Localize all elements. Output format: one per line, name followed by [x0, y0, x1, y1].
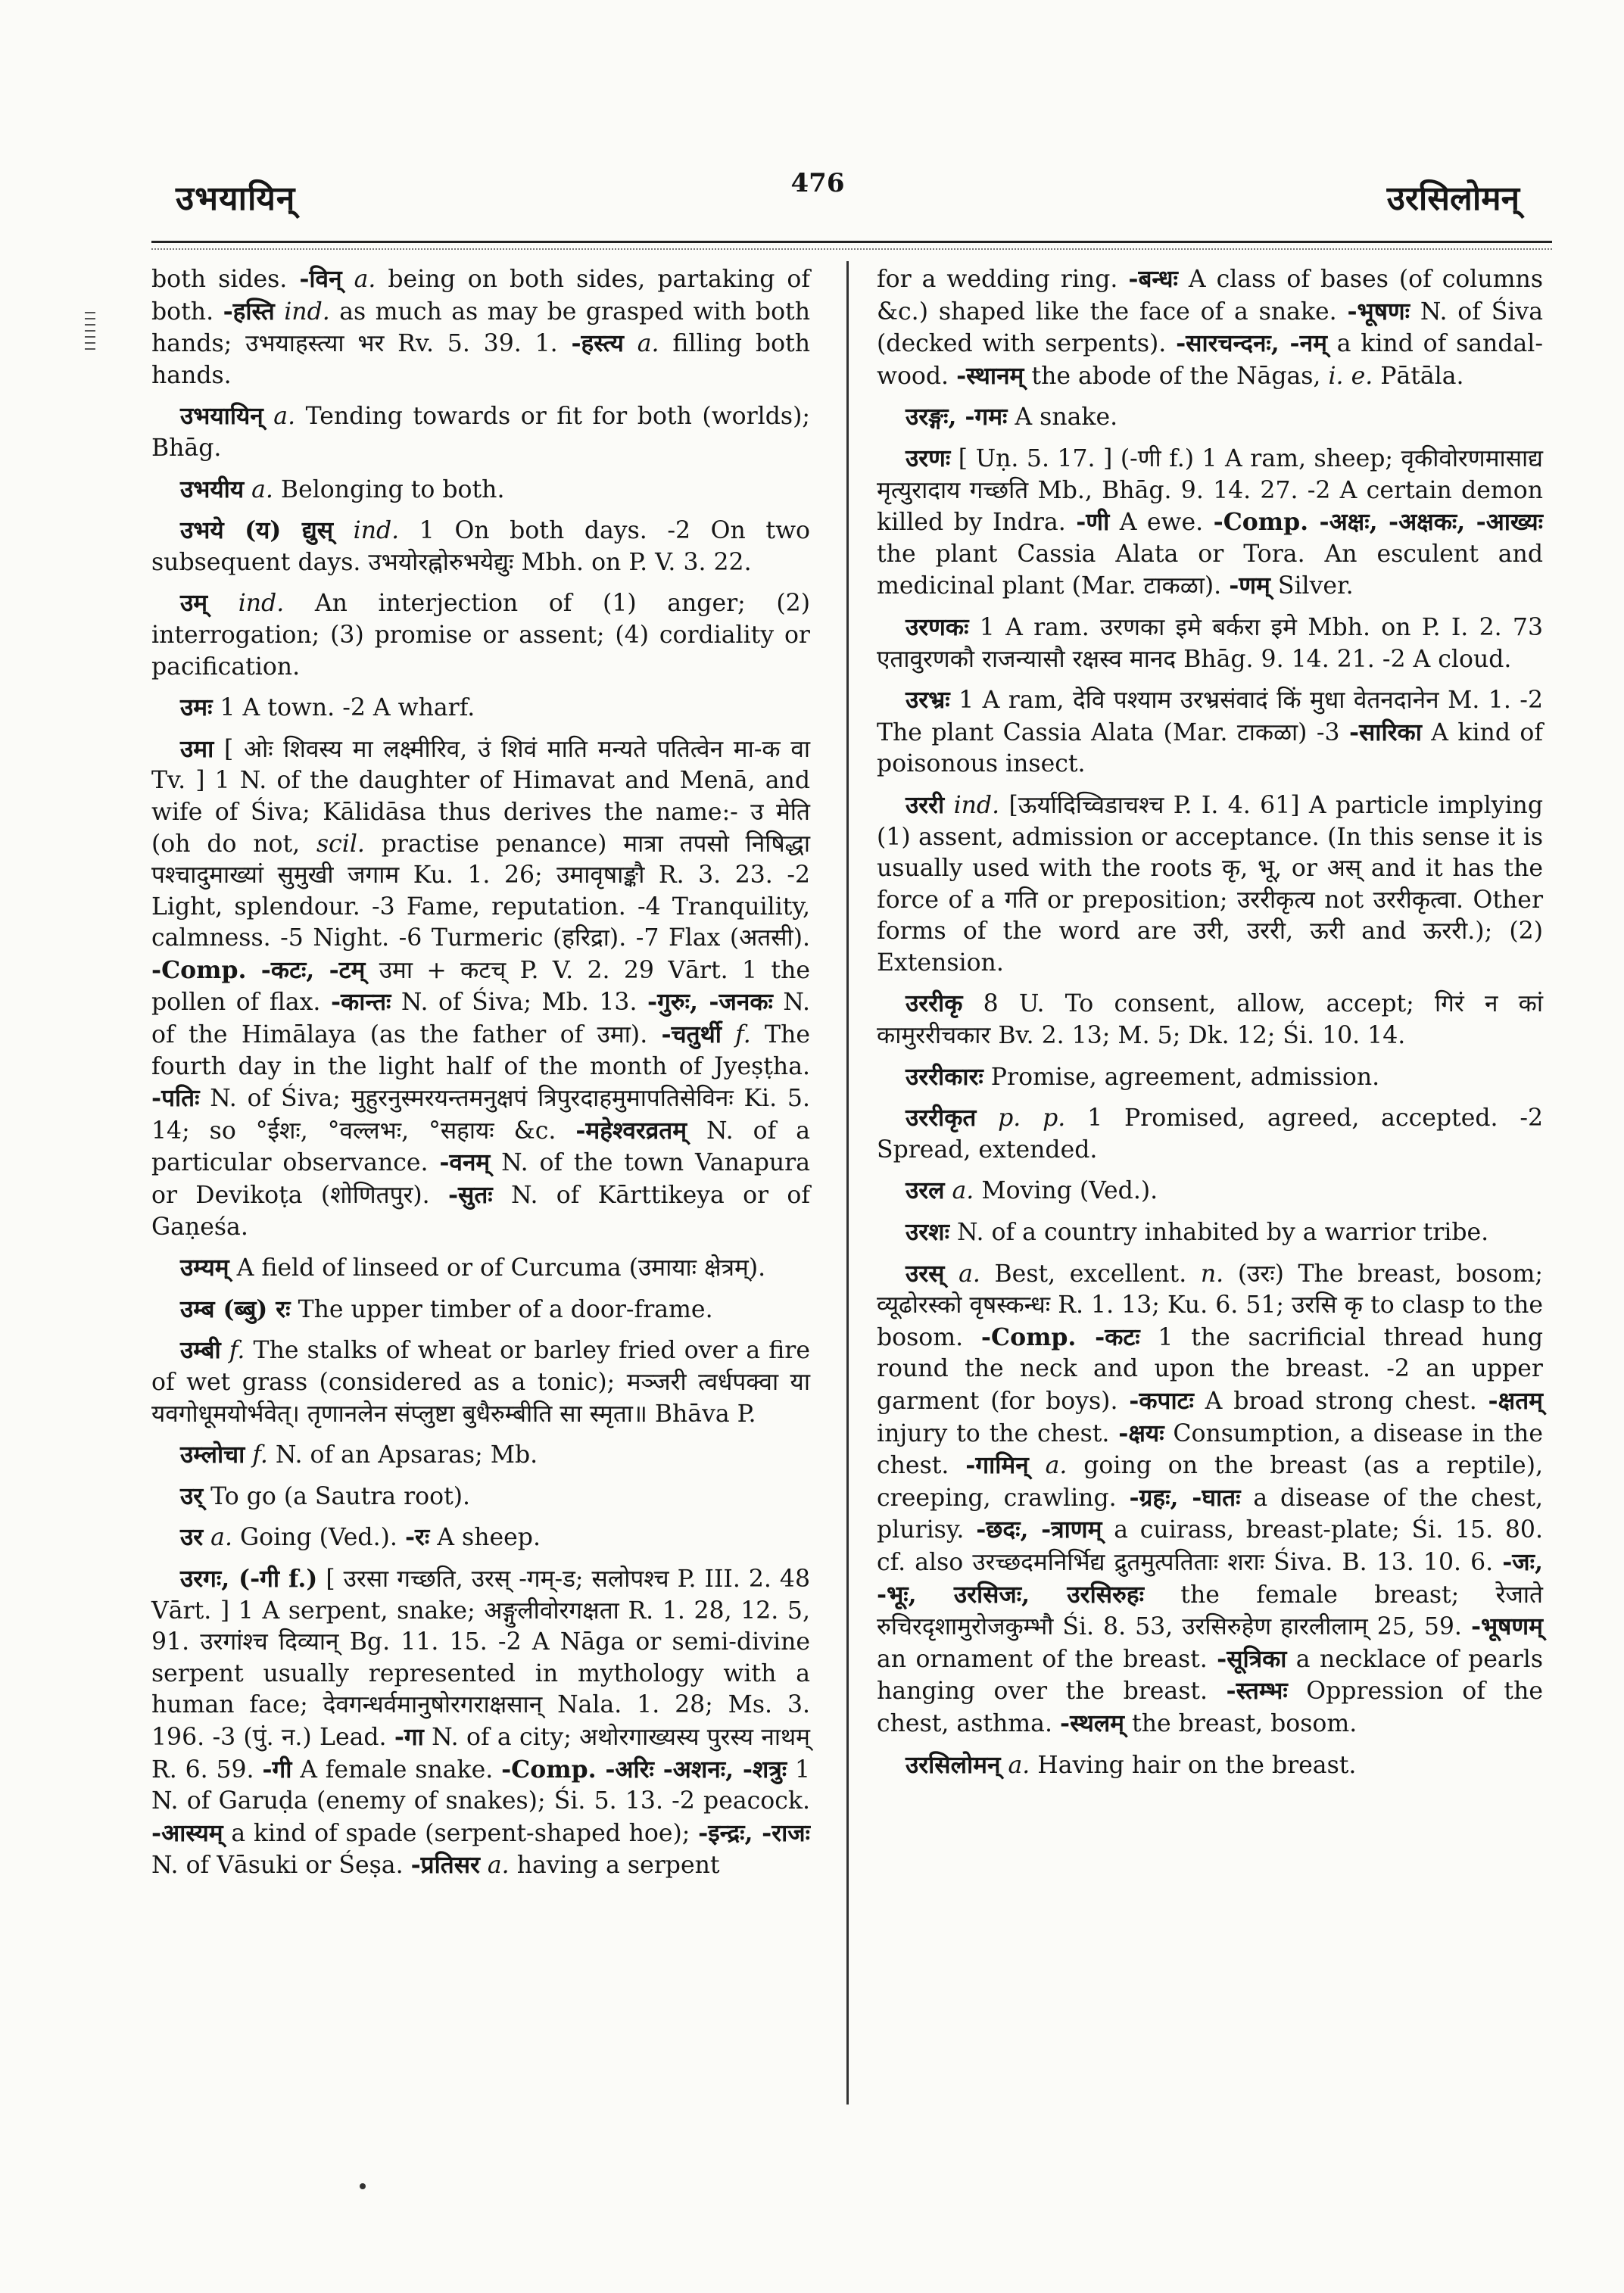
headword: उर् [180, 1481, 204, 1510]
sub-entry: -गुरुः, -जनकः [647, 988, 773, 1017]
dictionary-entry [151, 734, 810, 1244]
definition-text: A female snake. [291, 1756, 502, 1784]
definition-text: (उरः) The breast, bosom; व्यूढोरस्को वृषस्कन्धः R. 1. 13; Ku. 6. 51; उरसि कृ to clasp to the bosom. [877, 1260, 1543, 1351]
grammar-label: i. e. [1328, 362, 1373, 390]
definition-text: the plant Cassia Alata or Tora. An esculent and medicinal plant (Mar. टाकळा). [877, 540, 1543, 600]
headword: उरल [906, 1176, 945, 1205]
dictionary-entry [151, 1522, 810, 1554]
headword: उरणः [906, 444, 951, 472]
headword: उररीकृ [906, 989, 963, 1018]
definition-text: N. of Kārttikeya or of Gaṇeśa. [151, 1182, 811, 1241]
headword: उरङ्गः, -गमः [906, 403, 1008, 431]
definition-text: 1 the sacrificial thread hung round the neck and upon the breast. -2 an upper garment (for boys). [877, 1323, 1543, 1415]
definition-text: a kind of sandal-wood. [877, 330, 1543, 390]
definition-text: being on both sides, partaking of both. [151, 266, 811, 326]
definition-text: Belonging to both. [273, 475, 505, 503]
definition-text: going on the breast (as a reptile), creeping, crawling. [877, 1452, 1544, 1512]
definition-text: as much as may be grasped with both hands; उभयाहस्त्या भर Rv. 5. 39. 1. [151, 298, 810, 358]
sub-entry: -रः [404, 1523, 430, 1552]
sub-entry: -Comp. -अक्षः, -अक्षकः, -आख्यः [1213, 508, 1543, 537]
grammar-label: a. [341, 266, 376, 293]
definition-text: N. of Śiva; मुहुरनुस्मरयन्तमनुक्षपं त्रिपुरदाहमुमापतिसेविनः Ki. 5. 14; so °ईशः, °वल्लभः, °सहायः &c. [151, 1085, 810, 1145]
header-left-guide-word: उभयायिन् [176, 179, 296, 218]
sub-entry: -हस्त्य [571, 329, 624, 358]
definition-text: The upper timber of a door-frame. [290, 1295, 713, 1323]
definition-text: Moving (Ved.). [974, 1177, 1158, 1205]
print-speck [360, 2183, 366, 2189]
header-right-guide-word: उरसिलोमन् [1386, 179, 1520, 218]
sub-entry: -कपाटः [1129, 1387, 1194, 1415]
sub-entry: -विन् [299, 265, 342, 293]
grammar-label: a. [944, 1177, 974, 1205]
definition-text: having a serpent [509, 1852, 720, 1880]
sub-entry: -जः, -भूः, उरसिजः, उरसिरुहः [877, 1547, 1543, 1609]
sub-entry: -बन्धः [1128, 265, 1178, 293]
dictionary-entry [877, 612, 1543, 675]
sub-entry: -छदः, -त्राणम् [976, 1516, 1102, 1544]
headword: उम्यम् [180, 1254, 229, 1282]
definition-text: the breast, bosom. [1124, 1709, 1357, 1737]
headword: उभयायिन् [180, 402, 263, 431]
definition-text: A sheep. [429, 1524, 541, 1552]
margin-tick-marks [85, 312, 95, 354]
definition-text: To go (a Sautra root). [203, 1482, 471, 1510]
definition-text: A kind of poisonous insect. [877, 718, 1543, 778]
definition-text: [ ओः शिवस्य मा लक्ष्मीरिव, उं शिवं माति मन्यते पतित्वेन मा-क वा Tv. ] 1 N. of the daughter of Himavat and Menā, and wife of Śiva; Kālidāsa thus derives the name:- उ मेति (oh do not, [151, 735, 810, 858]
definition-text: A ewe. [1109, 509, 1214, 537]
headword: उर [180, 1523, 204, 1552]
definition-text: an ornament of the breast. [877, 1645, 1217, 1673]
dictionary-entry [151, 1563, 810, 1882]
definition-text: practise penance) मात्रा तपसो निषिद्धा पश्चादुमाख्यां सुमुखी जगाम Ku. 1. 26; उमावृषाङ्कौ R. 3. 23. -2 Light, splendour. -3 Fame, reputation. -4 Tranquility, calmness. -5 Night. -6 Turmeric (हरिद्रा). -7 Flax (अतसी). [151, 830, 810, 952]
definition-text: [ उरसा गच्छति, उरस् -गम्-ड; सलोपश्च P. III. 2. 48 Vārt. ] 1 A serpent, snake; अङ्गुलीवोरगक्षता R. 1. 28, 12. 5, 91. उरगांश्च दिव्यान् Bg. 11. 15. -2 A Nāga or semi-divine serpent usually represented in mythology with a human face; देवगन्धर्वमानुषोरगराक्षसान् Nala. 1. 28; Ms. 3. 196. -3 (पुं. न.) Lead. [151, 1565, 810, 1751]
grammar-label: a. [244, 475, 273, 503]
headword: उररीकारः [906, 1062, 983, 1091]
headword: उररी [906, 790, 945, 819]
dictionary-entry [151, 515, 810, 578]
sub-entry: -हस्ति [223, 297, 275, 326]
headword: उरणकः [906, 612, 969, 641]
grammar-label: scil. [316, 830, 365, 858]
dictionary-entry [151, 1439, 810, 1472]
sub-entry: -भूषणम् [1470, 1612, 1543, 1641]
dictionary-entry [877, 988, 1543, 1051]
definition-text: The stalks of wheat or barley fried over a fire of wet grass (considered as a tonic); मञ्जरी त्वर्धपक्वा या यवगोधूमयोर्भवेत्। तृणानलेन संप्लुष्टा बुधैरुम्बीति सा स्मृता॥ Bhāva P. [151, 1337, 811, 1428]
grammar-label: a. [203, 1524, 232, 1552]
definition-text: Oppression of the chest, asthma. [877, 1678, 1543, 1737]
definition-text: a necklace of pearls hanging over the breast. [877, 1645, 1544, 1706]
dictionary-entry [877, 1102, 1543, 1166]
sub-entry: -इन्द्रः, -राजः [698, 1818, 810, 1847]
page-number: 476 [790, 168, 845, 198]
definition-text: N. of a particular observance. [151, 1117, 810, 1177]
definition-text: A class of bases (of columns &c.) shaped like the face of a snake. [877, 266, 1543, 326]
sub-entry: -चतुर्थी [661, 1020, 722, 1049]
sub-entry: -णी [1076, 508, 1110, 537]
grammar-label: ind. [944, 791, 1000, 819]
definition-text: Promise, agreement, admission. [983, 1063, 1380, 1091]
sub-entry: -सुतः [447, 1181, 493, 1210]
dictionary-entry [151, 1335, 810, 1430]
sub-entry: -Comp. -कटः, -टम् [151, 955, 366, 984]
sub-entry: -गा [394, 1722, 424, 1751]
grammar-label: f. [220, 1337, 245, 1365]
definition-text: 1 On both days. -2 On two subsequent days. उभयोरह्नोरुभयेद्युः Mbh. on P. V. 3. 22. [151, 517, 810, 576]
definition-text: N. of a country inhabited by a warrior tribe. [949, 1219, 1489, 1247]
definition-text: A field of linseed or of Curcuma (उमायाः क्षेत्रम्). [229, 1254, 766, 1282]
headword: उम्ब (ब्बु) रः [180, 1294, 291, 1323]
column-divider [846, 261, 849, 2105]
grammar-label: a. [1000, 1751, 1030, 1779]
sub-entry: -स्थानम् [956, 361, 1024, 390]
definition-text: a cuirass, breast-plate; Śi. 15. 80. cf. also उरच्छदमनिर्भिद्य द्रुतमुत्पतिताः शराः Śiva. B. 13. 10. 6. [877, 1516, 1543, 1576]
sub-entry: -गामिन् [965, 1451, 1029, 1480]
dictionary-entry [151, 1294, 810, 1326]
definition-text: Having hair on the breast. [1030, 1751, 1357, 1779]
sub-entry: -पतिः [151, 1084, 200, 1113]
definition-text: N. of the Himālaya (as the father of उमा). [151, 989, 810, 1049]
dictionary-entry [151, 1252, 810, 1285]
definition-text: A snake. [1007, 403, 1118, 431]
sub-entry: -Comp. -कटः [980, 1323, 1140, 1351]
right-column [877, 263, 1543, 1790]
sub-entry: -सूत्रिका [1217, 1644, 1287, 1673]
definition-text: N. of Śiva; Mb. 13. [391, 989, 647, 1017]
left-column [151, 263, 810, 1891]
dictionary-entry [877, 1061, 1543, 1094]
definition-text: 1 A town. -2 A wharf. [212, 694, 475, 722]
headword: उरस् [906, 1259, 945, 1288]
sub-entry: -स्थलम् [1060, 1709, 1125, 1737]
sub-entry: -वनम् [439, 1148, 491, 1177]
dictionary-entry [877, 1217, 1543, 1249]
header-rule [151, 241, 1552, 243]
dictionary-entry [151, 692, 810, 724]
header-dotted-rule [151, 248, 1552, 250]
definition-text: the female breast; रेजाते रुचिरदृशामुरोजकुम्भौ Śi. 8. 53, उरसिरुहेण हारलीलाम् 25, 59. [877, 1581, 1543, 1641]
headword: उम् [180, 589, 208, 618]
headword: उभये (य) द्युस् [180, 516, 334, 545]
grammar-label: a. [263, 403, 296, 431]
headword: उमा [180, 734, 214, 763]
sub-entry: -कान्तः [330, 988, 391, 1017]
definition-text: N. of the town Vanapura or Devikoṭa (शोणितपुर). [151, 1149, 810, 1210]
grammar-label: f. [721, 1021, 751, 1049]
sub-entry: -सारचन्दनः, -नम् [1176, 329, 1327, 358]
sub-entry: -स्तम्भः [1226, 1677, 1288, 1706]
headword: उरभ्रः [906, 686, 950, 715]
headword: उभयीय [180, 475, 245, 503]
dictionary-entry [151, 1481, 810, 1513]
entry-continuation [877, 263, 1543, 392]
definition-text: Silver. [1270, 572, 1354, 600]
page-header [0, 0, 1624, 227]
definition-text: An interjection of (1) anger; (2) interrogation; (3) promise or assent; (4) cordiality or pacification. [151, 590, 810, 681]
headword: उरशः [906, 1218, 949, 1247]
sub-entry: -Comp. -अरिः -अशनः, -शत्रुः [501, 1755, 787, 1784]
definition-text: 8 U. To consent, allow, accept; गिरं न कां कामुररीचकार Bv. 2. 13; M. 5; Dk. 12; Śi. 10. 14. [877, 990, 1543, 1050]
sub-entry: -गी [262, 1755, 292, 1784]
definition-text: 1 A ram. उरणका इमे बर्करा इमे Mbh. on P. I. 2. 73 एतावुरणकौ राजन्यासौ रक्षस्व मानद Bhāg. 9. 14. 21. -2 A cloud. [877, 613, 1543, 673]
dictionary-entry [151, 474, 810, 506]
definition-text: Tending towards or fit for both (worlds); Bhāg. [151, 403, 810, 462]
sub-entry: -णम् [1229, 572, 1270, 600]
grammar-label: a. [944, 1260, 980, 1288]
sub-entry: -प्रतिसर [410, 1851, 480, 1880]
entry-continuation [151, 263, 810, 391]
dictionary-entry [877, 443, 1543, 603]
grammar-label: a. [623, 330, 659, 358]
definition-text: the abode of the Nāgas, [1024, 362, 1329, 390]
definition-text: Pātāla. [1373, 362, 1464, 390]
sub-entry: -ग्रहः, -घातः [1129, 1483, 1241, 1512]
definition-text: filling both hands. [151, 330, 810, 389]
definition-text: for a wedding ring. [877, 266, 1129, 293]
sub-entry: -भूषणः [1347, 297, 1410, 326]
definition-text: a kind of spade (serpent-shaped hoe); [223, 1819, 699, 1847]
sub-entry: -क्षयः [1118, 1419, 1164, 1447]
sub-entry: -आस्यम् [151, 1818, 223, 1847]
grammar-label: a. [479, 1852, 510, 1880]
dictionary-entry [877, 1258, 1543, 1740]
grammar-label: ind. [207, 590, 285, 618]
definition-text: [ Uṇ. 5. 17. ] (-णी f.) 1 A ram, sheep; वृकीवोरणमासाद्य मृत्युरादाय गच्छति Mb., Bhāg. 9. 14. 27. -2 A certain demon killed by Indra. [877, 444, 1543, 537]
definition-text: Best, excellent. [980, 1260, 1201, 1288]
definition-text: [ऊर्यादिच्विडाचश्च P. I. 4. 61] A particle implying (1) assent, admission or acceptance. (In this sense it is usually used with the roots कृ, भू, or अस् and it has the force of a गति or preposition; उररीकृत्य not उररीकृत्वा. Other forms of the word are उरी, उररी, ऊरी and ऊररी.); (2) Extension. [877, 791, 1543, 977]
definition-text: 1 Promised, agreed, accepted. -2 Spread, extended. [877, 1104, 1543, 1164]
definition-text: Consumption, a disease in the chest. [877, 1419, 1543, 1480]
dictionary-entry [877, 1749, 1543, 1782]
sub-entry: -सारिका [1348, 718, 1422, 746]
sub-entry: -महेश्वरव्रतम् [575, 1116, 687, 1145]
headword: उमः [180, 693, 213, 722]
dictionary-entry [877, 790, 1543, 980]
headword: उरगः, (-गी f.) [180, 1564, 318, 1593]
definition-text: both sides. [151, 266, 300, 293]
definition-text: 1 N. of Garuḍa (enemy of snakes); Śi. 5. 13. -2 peacock. [151, 1756, 810, 1815]
headword: उम्बी [180, 1336, 221, 1365]
grammar-label: p. p. [976, 1104, 1066, 1132]
definition-text: N. of Vāsuki or Śeṣa. [151, 1852, 411, 1880]
dictionary-entry [151, 587, 810, 683]
definition-text: a disease of the chest, plurisy. [877, 1484, 1543, 1544]
definition-text: A broad strong chest. [1193, 1388, 1488, 1415]
grammar-label: ind. [274, 298, 330, 326]
headword: उरसिलोमन् [906, 1750, 1001, 1779]
definition-text: The fourth day in the light half of the month of Jyeṣṭha. [151, 1021, 810, 1080]
grammar-label: n. [1200, 1260, 1224, 1288]
grammar-label: ind. [333, 517, 400, 545]
grammar-label: f. [245, 1441, 268, 1469]
sub-entry: -क्षतम् [1488, 1387, 1543, 1415]
dictionary-entry [151, 400, 810, 464]
dictionary-entry [877, 1175, 1543, 1207]
grammar-label: a. [1028, 1452, 1068, 1480]
definition-text: 1 A ram, देवि पश्याम उरभ्रसंवादं किं मुधा वेतनदानेन M. 1. -2 The plant Cassia Alata (Mar. टाकळा) -3 [877, 687, 1543, 746]
headword: उम्लोचा [180, 1441, 245, 1469]
dictionary-entry [877, 401, 1543, 434]
dictionary-entry [877, 684, 1543, 780]
headword: उररीकृत [906, 1104, 977, 1132]
definition-text: N. of Śiva (decked with serpents). [877, 298, 1543, 358]
definition-text: Going (Ved.). [232, 1524, 405, 1552]
definition-text: injury to the chest. [877, 1419, 1119, 1447]
definition-text: उमा + कटच् P. V. 2. 29 Vārt. 1 the pollen of flax. [151, 956, 810, 1017]
definition-text: N. of an Apsaras; Mb. [267, 1441, 538, 1469]
definition-text: N. of a city; अथोरगाख्यस्य पुरस्य नाथम् R. 6. 59. [151, 1723, 810, 1784]
